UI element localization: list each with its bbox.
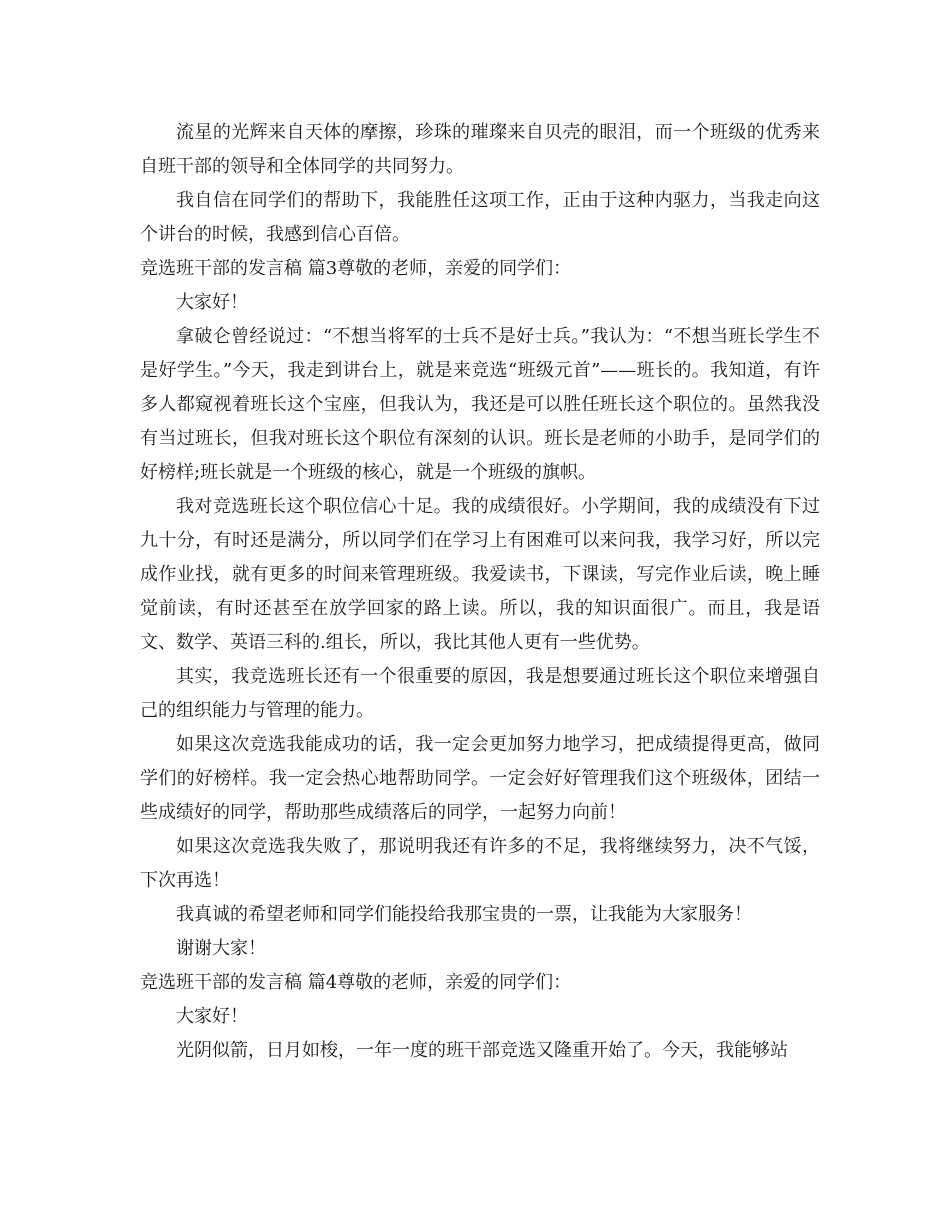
paragraph-time-flies: 光阴似箭，日月如梭，一年一度的班干部竞选又隆重开始了。今天，我能够站 xyxy=(176,1040,788,1061)
section-heading-speech-4: 竞选班干部的发言稿 篇4尊敬的老师，亲爱的同学们： xyxy=(140,972,572,993)
paragraph-greeting-2: 大家好！ xyxy=(176,1006,248,1027)
paragraph-reason: 其实，我竞选班长还有一个很重要的原因，我是想要通过班长这个职位来增强自己的组织能力与管理的能力。 xyxy=(140,666,820,721)
paragraph-if-fail: 如果这次竞选我失败了，那说明我还有许多的不足，我将继续努力，决不气馁，下次再选！ xyxy=(140,836,820,891)
document-body xyxy=(140,116,820,1068)
section-heading-speech-3: 竞选班干部的发言稿 篇3尊敬的老师，亲爱的同学们： xyxy=(140,258,572,279)
paragraph-if-success: 如果这次竞选我能成功的话，我一定会更加努力地学习，把成绩提得更高，做同学们的好榜样。我一定会热心地帮助同学。一定会好好管理我们这个班级体，团结一些成绩好的同学，帮助那些成绩落后的同学，一起努力向前！ xyxy=(140,734,820,823)
paragraph-meteor-intro: 流星的光辉来自天体的摩擦，珍珠的璀璨来自贝壳的眼泪，而一个班级的优秀来自班干部的领导和全体同学的共同努力。 xyxy=(140,122,820,177)
paragraph-greeting: 大家好！ xyxy=(176,292,248,313)
paragraph-thanks: 谢谢大家！ xyxy=(176,938,266,959)
paragraph-vote-request: 我真诚的希望老师和同学们能投给我那宝贵的一票，让我能为大家服务！ xyxy=(176,904,752,925)
paragraph-napoleon-quote: 拿破仑曾经说过：“不想当将军的士兵不是好士兵。”我认为：“不想当班长学生不是好学生。”今天，我走到讲台上，就是来竞选“班级元首”——班长的。我知道，有许多人都窥视着班长这个宝座，但我认为，我还是可以胜任班长这个职位的。虽然我没有当过班长，但我对班长这个职位有深刻的认识。班长是老师的小助手，是同学们的好榜样;班长就是一个班级的核心，就是一个班级的旗帜。 xyxy=(140,326,820,483)
paragraph-confidence: 我自信在同学们的帮助下，我能胜任这项工作，正由于这种内驱力，当我走向这个讲台的时候，我感到信心百倍。 xyxy=(140,190,820,245)
paragraph-grades: 我对竞选班长这个职位信心十足。我的成绩很好。小学期间，我的成绩没有下过九十分，有时还是满分，所以同学们在学习上有困难可以来问我，我学习好，所以完成作业找，就有更多的时间来管理班级。我爱读书，下课读，写完作业后读，晚上睡觉前读，有时还甚至在放学回家的路上读。所以，我的知识面很广。而且，我是语文、数学、英语三科的.组长，所以，我比其他人更有一些优势。 xyxy=(140,496,820,653)
